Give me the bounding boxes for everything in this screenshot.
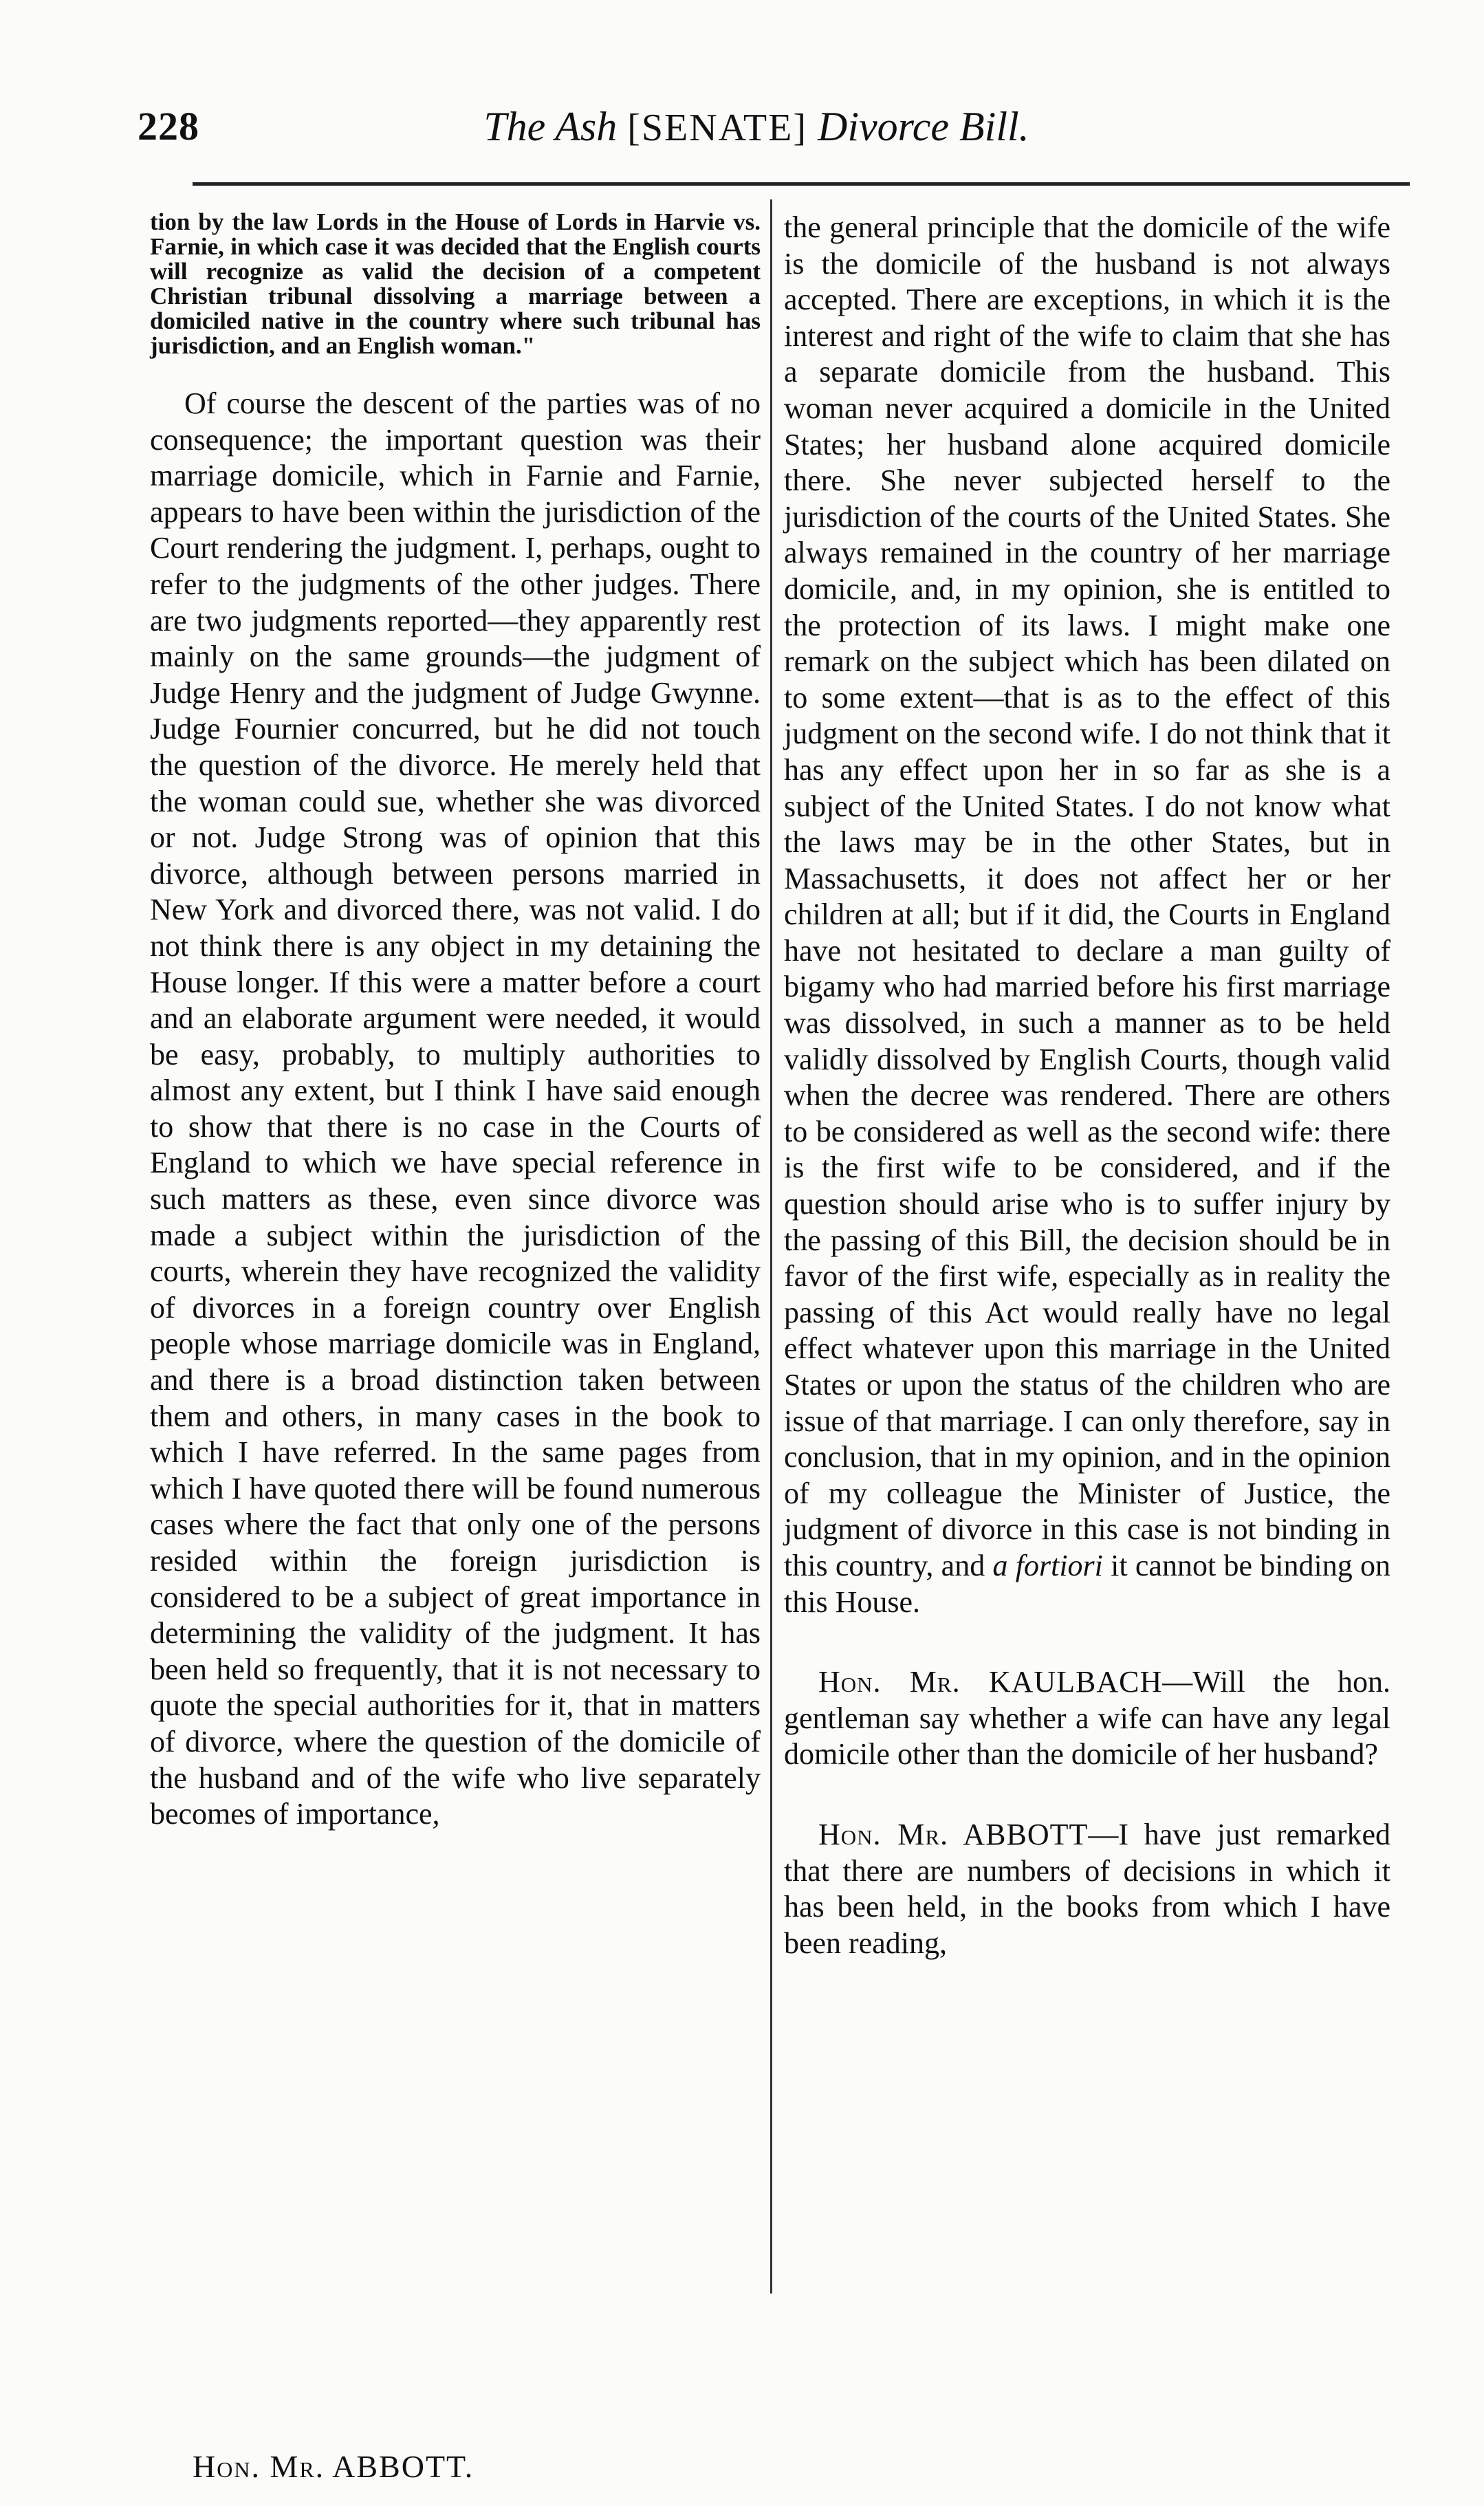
page-number: 228 xyxy=(138,104,199,149)
right-column xyxy=(784,210,1390,1961)
speaker-name: Hon. Mr. ABBOTT xyxy=(818,1817,1089,1851)
latin-phrase: a fortiori xyxy=(992,1548,1103,1582)
title-left: The Ash xyxy=(483,104,628,149)
column-divider xyxy=(770,199,772,2293)
running-header xyxy=(138,103,1375,165)
body-paragraph: Of course the descent of the parties was of no consequence; the important question was their marriage domicile, which in Farnie and Farnie, appears to have been within the jurisdiction of the Court rendering the judgment. I, perhaps, ought to refer to the judgments of the other judges. There are two judgments reported—they apparently rest mainly on the same grounds—the judgment of Judge Henry and the judgment of Judge Gwynne. Judge Fournier concurred, but he did not touch the question of the divorce. He merely held that the woman could sue, whether she was divorced or not. Judge Strong was of opinion that this divorce, although between persons married in New York and divorced there, was not valid. I do not think there is any object in my detaining the House longer. If this were a matter before a court and an elaborate argument were needed, it would be easy, probably, to multiply authorities to almost any extent, but I think I have said enough to show that there is no case in the Courts of England to which we have special reference in such matters as these, even since divorce was made a subject within the jurisdiction of the courts, wherein they have recognized the validity of divorces in a foreign country over English people whose marriage domicile was in England, and there is a broad distinction taken between them and others, in many cases in the book to which I have referred. In the same pages from which I have quoted there will be found numerous cases where the fact that only one of the persons resided within the foreign jurisdiction is considered to be a subject of great importance in determining the validity of the judgment. It has been held so frequently, that it is not necessary to quote the special authorities for it, that in matters of divorce, where the question of the domicile of the husband and of the wife who live separately becomes of importance, xyxy=(150,386,761,1831)
abbott-remark xyxy=(784,1817,1390,1961)
speaker-name: Hon. Mr. KAULBACH xyxy=(818,1665,1163,1699)
running-title xyxy=(138,103,1375,151)
quoted-passage: tion by the law Lords in the House of Lords in Harvie vs. Farnie, in which case it was decided that the English courts will recognize as valid the decision of a competent Christian tribunal dissolving a marriage between a domiciled native in the country where such tribunal has jurisdiction, and an English woman." xyxy=(150,208,761,359)
body-paragraph-continued xyxy=(784,210,1390,1620)
title-senate: [SENATE] xyxy=(627,107,807,149)
remark-text: —I have just remarked that there are numbers of decisions in which it has been held, in the books from which I have been reading, xyxy=(784,1817,1390,1960)
left-column xyxy=(150,210,761,1833)
remark-text: —Will the hon. gentleman say whether a wife can have any legal domicile other than the domicile of her husband? xyxy=(784,1665,1390,1772)
title-right: Divorce Bill. xyxy=(807,104,1029,149)
page-footer-speaker: Hon. Mr. ABBOTT. xyxy=(193,2449,474,2484)
kaulbach-remark xyxy=(784,1664,1390,1773)
paragraph-end: it cannot be binding on this House. xyxy=(784,1548,1390,1619)
paragraph-text: the general principle that the domicile of the wife is the domicile of the husband is not always accepted. There are exceptions, in which it is the interest and right of the wife to claim that she has a separate domicile from the husband. This woman never acquired a domicile in the United States; her husband alone acquired domicile there. She never subjected herself to the jurisdiction of the courts of the United States. She always remained in the country of her marriage domicile, and, in my opinion, she is entitled to the protection of its laws. I might make one remark on the subject which has been dilated on to some extent—that is as to the effect of this judgment on the second wife. I do not think that it has any effect upon her in so far as she is a subject of the United States. I do not know what the laws may be in the other States, but in Massachusetts, it does not affect her or her children at all; but if it did, the Courts in England have not hesitated to declare a man guilty of bigamy who had married before his first marriage was dissolved, in such a manner as to be held validly dissolved by English Courts, though valid when the decree was rendered. There are others to be considered as well as the second wife: there is the first wife to be considered, and if the question should arise who is to suffer injury by the passing of this Bill, the decision should be in favor of the first wife, especially as in reality the passing of this Act would really have no legal effect whatever upon this marriage in the United States or upon the status of the children who are issue of that marriage. I can only therefore, say in conclusion, that in my opinion, and in the opinion of my colleague the Minister of Justice, the judgment of divorce in this case is not binding in this country, and xyxy=(784,210,1390,1582)
header-rule xyxy=(193,182,1410,186)
